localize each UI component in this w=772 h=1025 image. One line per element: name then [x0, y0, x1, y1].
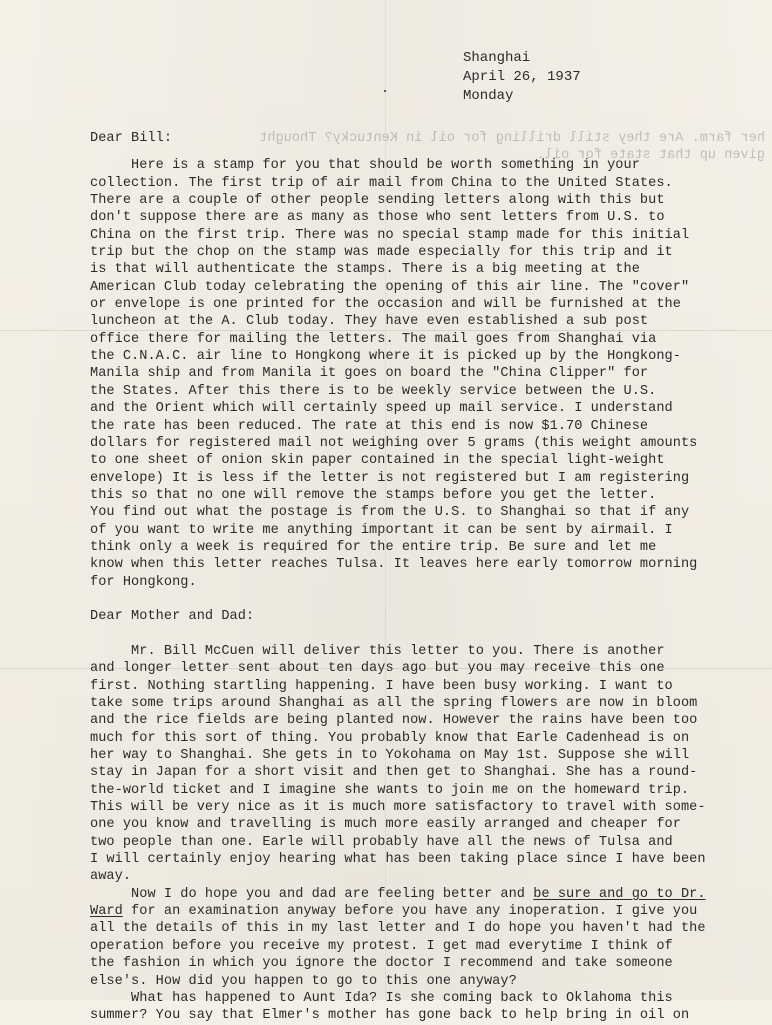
text-line: one you know and travelling is much more easily arranged and cheaper for — [90, 817, 681, 833]
text-line — [90, 903, 706, 920]
text-line: I will certainly enjoy hearing what has been taking place since I have been — [90, 852, 706, 868]
letter-heading — [463, 49, 581, 106]
text-line: the States. After this there is to be weekly service between the U.S. — [90, 383, 657, 399]
text-line: to one sheet of onion skin paper contained in the special light-weight — [90, 453, 665, 469]
text-span: for an examination anyway before you have any inoperation. I give you — [122, 904, 698, 920]
text-line: this so that no one will remove the stamps before you get the letter. — [90, 487, 657, 503]
text-line: the C.N.A.C. air line to Hongkong where it is picked up by the Hongkong- — [90, 349, 681, 365]
paper-mark — [384, 90, 386, 92]
text-line: all the details of this in my last letter and I do hope you haven't had the — [90, 921, 706, 937]
underlined-text: Ward — [90, 904, 123, 920]
text-line: first. Nothing startling happening. I have been busy working. I want to — [90, 678, 673, 694]
text-line: take some trips around Shanghai as all the spring flowers are now in bloom — [90, 696, 698, 711]
letter-body — [90, 130, 706, 1025]
text-line — [90, 886, 706, 903]
text-line: China on the first trip. There was no special stamp made for this initial — [90, 227, 690, 243]
text-line: much for this sort of thing. You probably know that Earle Cadenhead is on — [90, 730, 690, 746]
text-line: is that will authenticate the stamps. There is a big meeting at the — [90, 262, 640, 278]
text-line: and longer letter sent about ten days ago but you may receive this one — [90, 661, 665, 677]
text-line: the rate has been reduced. The rate at this end is now $1.70 Chinese — [90, 418, 649, 434]
text-line: There are a couple of other people sending letters along with this but — [90, 193, 665, 209]
text-line: two people than one. Earle will probably have all the news of Tulsa and — [90, 834, 673, 850]
text-line: or envelope is one printed for the occasion and will be furnished at the — [90, 297, 681, 313]
text-line: dollars for registered mail not weighing over 5 grams (this weight amounts — [90, 435, 698, 451]
underlined-text: be sure and go to Dr. — [533, 886, 706, 902]
heading-date: April 26, 1937 — [463, 69, 581, 85]
text-line: What has happened to Aunt Ida? Is she coming back to Oklahoma this — [90, 990, 673, 1006]
text-line: and the Orient which will certainly speed up mail service. I understand — [90, 401, 673, 417]
text-line: for Hongkong. — [90, 574, 197, 590]
text-line: don't suppose there are as many as those who sent letters from U.S. to — [90, 210, 665, 226]
text-line: of you want to write me anything important it can be sent by airmail. I — [90, 522, 673, 538]
text-span: Now I do hope you and dad are feeling better and — [90, 886, 534, 902]
text-line: Here is a stamp for you that should be worth something in your — [90, 158, 640, 174]
text-line: know when this letter reaches Tulsa. It leaves here early tomorrow morning — [90, 557, 698, 573]
heading-city: Shanghai — [463, 50, 531, 66]
bleed-line: her farm. Are they still drilling for oil in Kentucky? Thought — [259, 131, 765, 146]
text-line: stay in Japan for a short visit and then get to Shanghai. She has a round- — [90, 765, 698, 781]
paragraph-aunt-ida — [90, 990, 706, 1025]
text-line: luncheon at the A. Club today. They have even established a sub post — [90, 314, 649, 330]
text-line: away. — [90, 869, 132, 885]
text-line: else's. How did you happen to go to this one anyway? — [90, 973, 517, 989]
text-line: envelope) It is less if the letter is not registered but I am registering — [90, 470, 690, 486]
text-line: Mr. Bill McCuen will deliver this letter to you. There is another — [90, 643, 665, 659]
text-line: think only a week is required for the entire trip. Be sure and let me — [90, 539, 657, 555]
text-line: office there for mailing the letters. The mail goes from Shanghai via — [90, 331, 657, 347]
text-line: summer? You say that Elmer's mother has gone back to help bring in oil on — [90, 1008, 690, 1024]
letter-bill-body — [90, 157, 706, 591]
text-line: the fashion in which you ignore the doctor I recommend and take someone — [90, 956, 673, 972]
salutation-parents: Dear Mother and Dad: — [90, 609, 255, 625]
text-line: her way to Shanghai. She gets in to Yokohama on May 1st. Suppose she will — [90, 748, 690, 764]
text-line: American Club today celebrating the opening of this air line. The "cover" — [90, 279, 690, 295]
paragraph-delivery — [90, 643, 706, 886]
heading-weekday: Monday — [463, 88, 514, 104]
text-line: This will be very nice as it is much more satisfactory to travel with some- — [90, 800, 706, 816]
text-line: and the rice fields are being planted now. However the rains have been too — [90, 713, 698, 729]
salutation-bill: Dear Bill: — [90, 131, 173, 146]
text-line: Manila ship and from Manila it goes on board the "China Clipper" for — [90, 366, 649, 382]
paragraph-doctor — [90, 886, 706, 990]
text-line: operation before you receive my protest. I get mad everytime I think of — [90, 938, 673, 954]
text-line: collection. The first trip of air mail from China to the United States. — [90, 175, 673, 191]
text-line: trip but the chop on the stamp was made especially for this trip and it — [90, 245, 673, 261]
bleed-line: given up that state for oil. — [536, 148, 765, 164]
text-line: the-world ticket and I imagine she wants to join me on the homeward trip. — [90, 782, 690, 798]
text-line: You find out what the postage is from the U.S. to Shanghai so that if any — [90, 505, 690, 521]
